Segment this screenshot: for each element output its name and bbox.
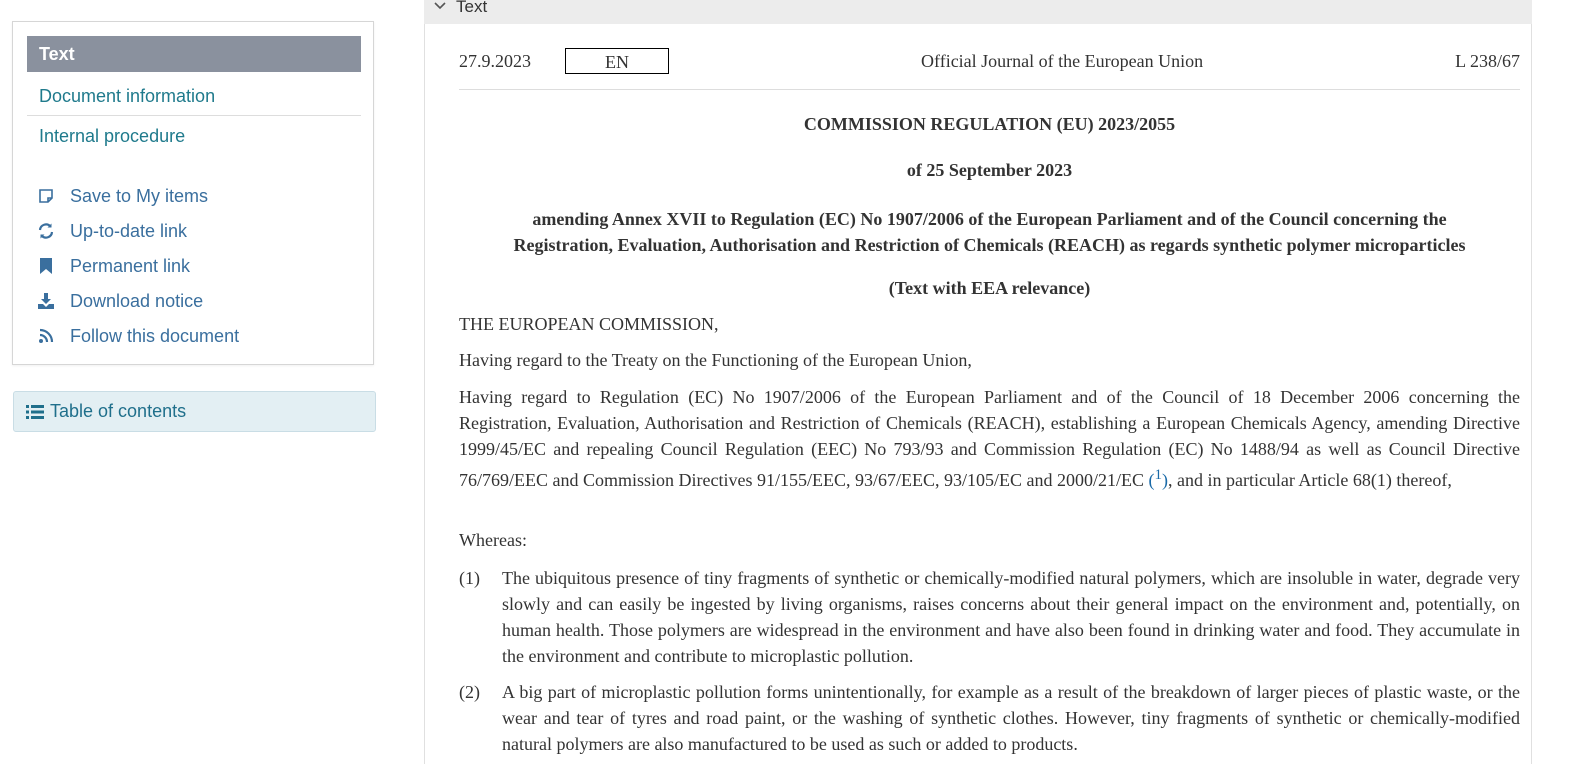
up-to-date-link[interactable] xyxy=(35,216,345,246)
recital-number: (2) xyxy=(459,682,480,702)
table-of-contents-label: Table of contents xyxy=(50,401,187,421)
follow-this-document-label: Follow this document xyxy=(70,325,240,346)
bookmark-icon xyxy=(35,255,57,277)
table-of-contents-button[interactable] xyxy=(13,391,376,432)
list-icon xyxy=(26,404,44,420)
download-notice-label: Download notice xyxy=(70,290,204,311)
regulation-title: COMMISSION REGULATION (EU) 2023/2055 xyxy=(803,114,1176,134)
citation-reach-regulation xyxy=(459,384,1520,493)
regulation-subject xyxy=(459,206,1520,258)
nav-item-text[interactable]: Text xyxy=(27,36,361,72)
oj-journal-name: Official Journal of the European Union xyxy=(921,50,1204,71)
save-to-my-items-link[interactable] xyxy=(35,181,345,211)
rss-icon xyxy=(35,325,57,347)
permanent-link[interactable] xyxy=(35,251,345,281)
recital-number: (1) xyxy=(459,568,480,588)
oj-header xyxy=(459,44,1520,78)
regulation-subject-line-1: amending Annex XVII to Regulation (EC) No 1907/2006 of the European Parliament and of the Council concerning the xyxy=(532,209,1447,229)
oj-reference: L 238/67 xyxy=(1455,50,1520,71)
commission-heading: THE EUROPEAN COMMISSION, xyxy=(459,314,719,334)
refresh-icon xyxy=(35,220,57,242)
download-notice-link[interactable] xyxy=(35,286,345,316)
up-to-date-link-label: Up-to-date link xyxy=(70,220,188,241)
text-section-title: Text xyxy=(456,0,488,16)
recital-text: A big part of microplastic pollution forms unintentionally, for example as a result of the breakdown of larger pieces of plastic waste, or the wear and tear of tyres and road paint, or the washing of synthetic clothes. However, tiny fragments of synthetic or chemically-modified natural polymers are also manufactured to be used as such or added to products. xyxy=(502,682,1520,754)
permanent-link-label: Permanent link xyxy=(70,255,191,276)
citation-reach-text: Having regard to Regulation (EC) No 1907/2006 of the European Parliament and of the Council of 18 December 2006 concerning the Registration, Evaluation, Authorisation and Restriction of Chemicals (REACH), establishing a European Chemicals Agency, amending Directive 1999/45/EC and repealing Council Regulation (EEC) No 793/93 and Commission Regulation (EC) No 1488/94 as well as Council Directive 76/769/EEC and Commission Directives 91/155/EEC, 93/67/EEC, 93/105/EC and 2000/21/EC xyxy=(459,387,1520,490)
note-icon xyxy=(35,185,57,207)
oj-language: EN xyxy=(565,48,669,74)
regulation-date: of 25 September 2023 xyxy=(906,160,1073,180)
download-icon xyxy=(35,290,57,312)
oj-date: 27.9.2023 xyxy=(459,50,531,71)
whereas-heading: Whereas: xyxy=(459,530,527,550)
nav-item-internal-procedure[interactable]: Internal procedure xyxy=(39,126,186,146)
text-section-header[interactable] xyxy=(424,0,1532,24)
regulation-subject-line-2: Registration, Evaluation, Authorisation and Restriction of Chemicals (REACH) as regards synthetic polymer microparticles xyxy=(513,235,1466,255)
recital xyxy=(459,565,1520,669)
footnote-link[interactable]: ($^1$) xyxy=(1148,467,1168,490)
recital xyxy=(459,679,1520,757)
save-to-my-items-label: Save to My items xyxy=(70,185,209,206)
chevron-down-icon xyxy=(434,0,446,13)
header-divider xyxy=(459,89,1520,90)
recital-text: The ubiquitous presence of tiny fragments of synthetic or chemically-modified natural polymers, which are insoluble in water, degrade very slowly and can easily be ingested by living organisms, raises concerns about their general impact on the environment and, potentially, on human health. Those polymers are widespread in the environment and have also been found in drinking water and food. They accumulate in the environment and contribute to microplastic pollution. xyxy=(502,568,1520,666)
citation-reach-text-end: , and in particular Article 68(1) thereof, xyxy=(1167,470,1452,490)
document-sidebar xyxy=(12,21,374,365)
follow-this-document-link[interactable] xyxy=(35,321,345,351)
eea-relevance: (Text with EEA relevance) xyxy=(888,278,1091,298)
citation-treaty: Having regard to the Treaty on the Functioning of the European Union, xyxy=(459,350,972,370)
nav-item-document-information[interactable]: Document information xyxy=(27,76,361,116)
